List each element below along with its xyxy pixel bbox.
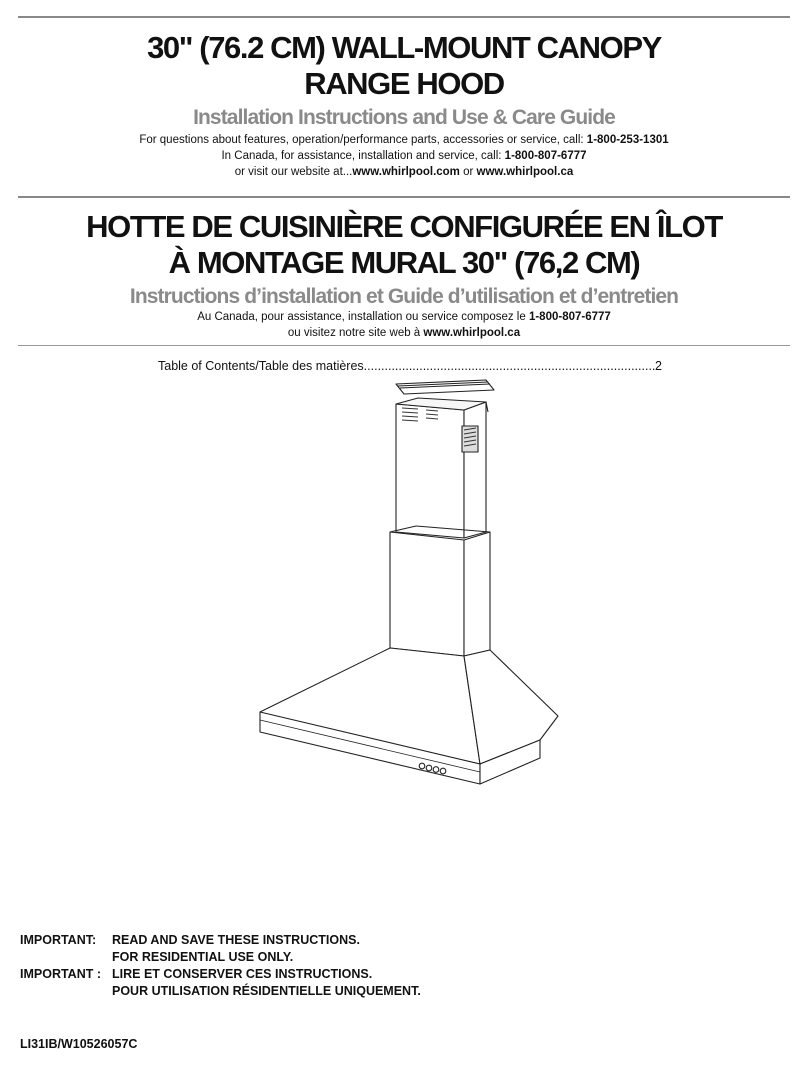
french-info-line [0, 310, 808, 324]
info-text: Au Canada, pour assistance, installation ou service composez le [197, 311, 529, 323]
english-website-line [0, 165, 808, 179]
website-or: or [459, 166, 477, 178]
website-link-fr[interactable]: www.whirlpool.ca [423, 327, 521, 339]
french-title-line2: À MONTAGE MURAL 30" (76,2 CM) [168, 245, 640, 280]
important-line1-fr: LIRE ET CONSERVER CES INSTRUCTIONS. [112, 967, 373, 981]
website-prefix: ou visitez notre site web à [287, 327, 424, 339]
range-hood-illustration [240, 372, 560, 812]
french-subtitle: Instructions d’installation et Guide d’utilisation et d’entretien [129, 285, 679, 308]
canada-phone: 1-800-807-6777 [504, 150, 587, 162]
french-title-line1: HOTTE DE CUISINIÈRE CONFIGURÉE EN ÎLOT [86, 209, 722, 244]
info-text: In Canada, for assistance, installation and service, call: [221, 150, 505, 162]
website-prefix: or visit our website at... [234, 166, 353, 178]
website-link-ca[interactable]: www.whirlpool.ca [476, 166, 574, 178]
important-label-en: IMPORTANT: [20, 933, 97, 947]
important-notice [20, 932, 421, 1000]
important-line1-en: READ AND SAVE THESE INSTRUCTIONS. [112, 933, 360, 947]
important-label-fr: IMPORTANT : [20, 967, 102, 981]
us-phone: 1-800-253-1301 [586, 134, 669, 146]
toc-label: Table of Contents/Table des matières [158, 359, 364, 373]
website-link-us[interactable]: www.whirlpool.com [352, 166, 460, 178]
important-line2-en: FOR RESIDENTIAL USE ONLY. [112, 950, 294, 964]
toc-page-number: 2 [655, 359, 662, 373]
english-title-line1: 30" (76.2 CM) WALL-MOUNT CANOPY [147, 30, 661, 65]
top-rule [18, 16, 790, 18]
info-text: For questions about features, operation/performance parts, accessories or service, call: [139, 134, 587, 146]
english-title-line2: RANGE HOOD [304, 66, 504, 101]
english-subtitle: Installation Instructions and Use & Care Guide [193, 106, 615, 129]
english-info-line1 [0, 133, 808, 147]
toc-rule [18, 345, 790, 346]
french-website-line [0, 326, 808, 340]
english-info-line2 [0, 149, 808, 163]
canada-phone-fr: 1-800-807-6777 [528, 311, 611, 323]
middle-rule [18, 196, 790, 198]
document-code: LI31IB/W10526057C [20, 1037, 138, 1051]
important-line2-fr: POUR UTILISATION RÉSIDENTIELLE UNIQUEMENT. [112, 984, 421, 998]
